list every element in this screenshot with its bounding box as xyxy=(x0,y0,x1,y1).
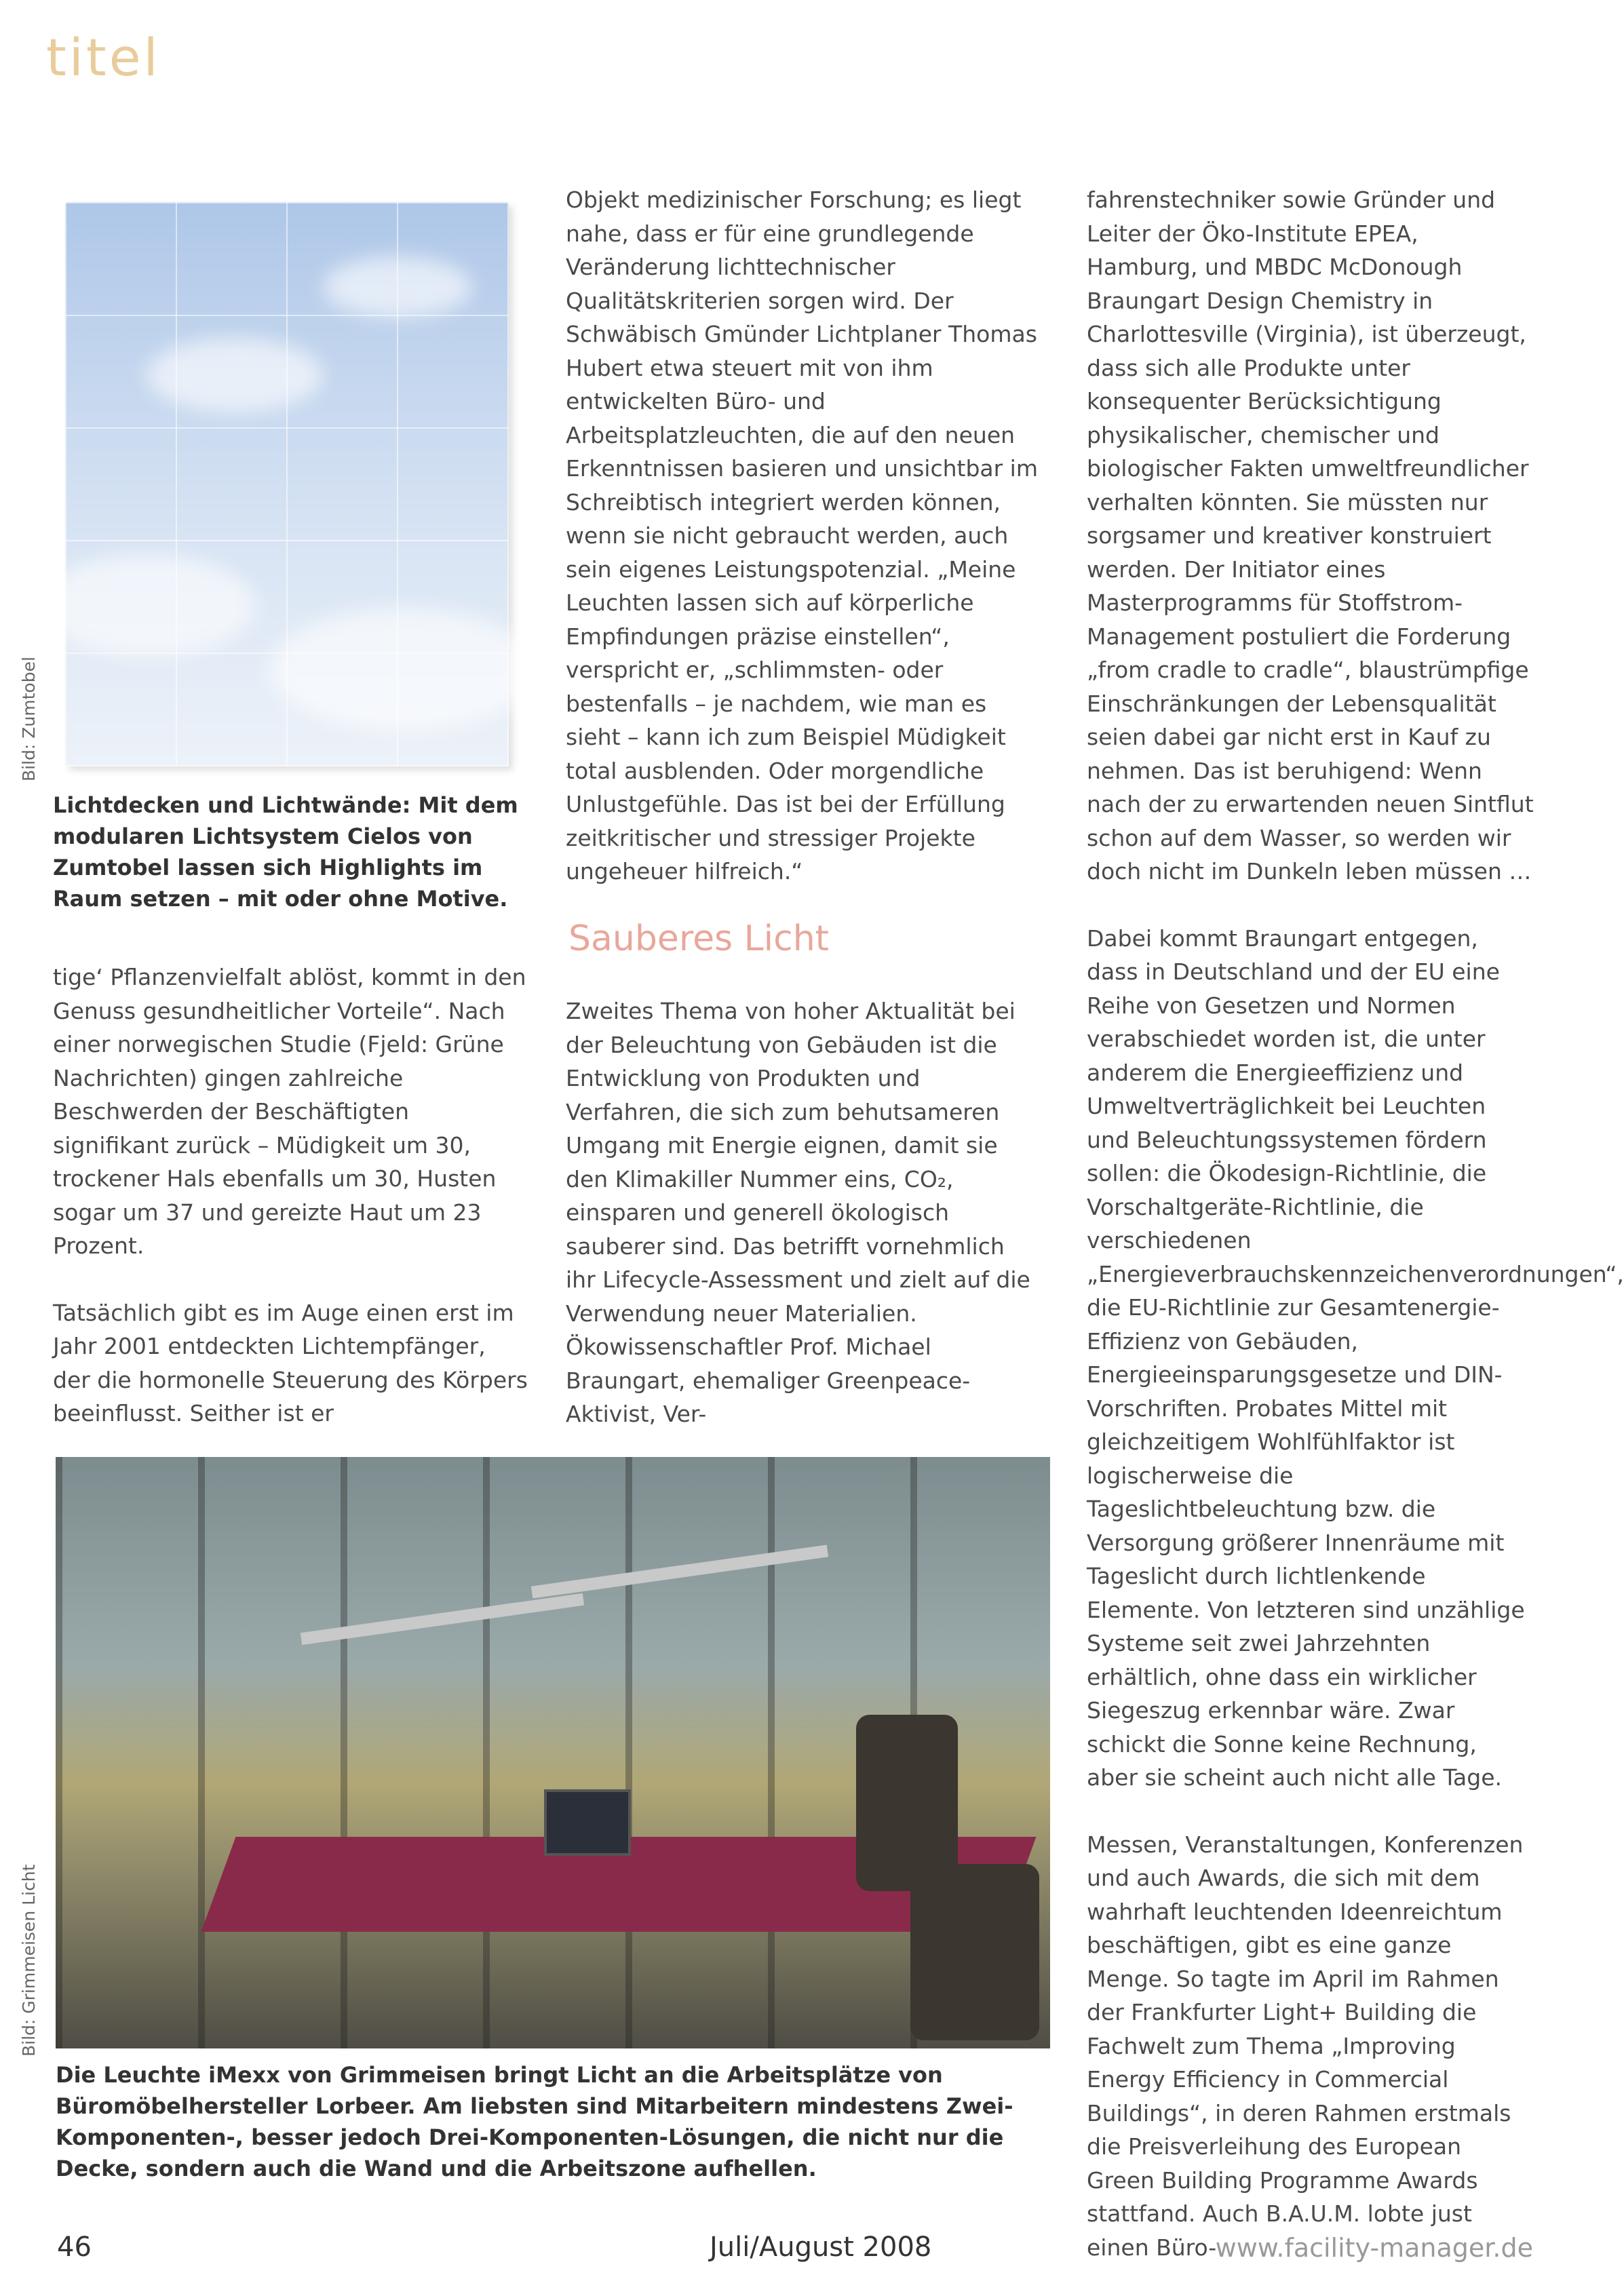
bottom-image-credit: Bild: Grimmeisen Licht xyxy=(19,1864,39,2057)
bottom-image-caption: Die Leuchte iMexx von Grimmeisen bringt Licht an die Arbeitsplätze von Büromöbelhersteller Lorbeer. Am liebsten sind Mitarbeitern mindestens Zwei-Komponenten-, besser jedoch Drei-Komponenten-Lösungen, die nicht nur die Decke, sondern auch die Wand und die Arbeitszone aufhellen. xyxy=(56,2062,1013,2181)
article-column-1 xyxy=(53,960,528,1431)
section-tag: titel xyxy=(46,27,161,88)
article-column-2b xyxy=(566,994,1041,1431)
top-image-caption: Lichtdecken und Lichtwände: Mit dem modularen Lichtsystem Cielos von Zumtobel lassen sich Highlights im Raum setzen – mit oder ohne Motive. xyxy=(53,792,518,912)
top-image-credit: Bild: Zumtobel xyxy=(19,657,39,781)
col1-paragraph-2: Tatsächlich gibt es im Auge einen erst im Jahr 2001 entdeckten Lichtempfänger, der die hormonelle Steuerung des Körpers beeinflusst. Seither ist er xyxy=(53,1299,528,1426)
office-photo xyxy=(56,1457,1050,2048)
col3-paragraph-2: Dabei kommt Braungart entgegen, dass in Deutschland und der EU eine Reihe von Gesetzen und Normen verabschiedet worden ist, die unter anderem die Energieeffizienz und Umweltverträglichkeit bei Leuchten und Beleuchtungssystemen fördern sollen: die Ökodesign-Richtlinie, die Vorschaltgeräte-Richtlinie, die verschiedenen „Energieverbrauchskennzeichenverordnungen“, die EU-Richtlinie zur Gesamtenergie-Effizienz von Gebäuden, Energieeinsparungsgesetze und DIN-Vorschriften. Probates Mittel mit gleichzeitigem Wohlfühlfaktor ist logischerweise die Tageslichtbeleuchtung bzw. die Versorgung größerer Innenräume mit Tageslicht durch lichtlenkende Elemente. Von letzteren sind unzählige Systeme seit zwei Jahrzehnten erhältlich, ohne dass ein wirklicher Siegeszug erkennbar wäre. Zwar schickt die Sonne keine Rechnung, aber sie scheint auch nicht alle Tage. xyxy=(1087,925,1624,1791)
page-number: 46 xyxy=(57,2232,92,2263)
article-column-2a xyxy=(566,183,1041,889)
laptop xyxy=(544,1789,631,1856)
footer-url: www.facility-manager.de xyxy=(1215,2233,1533,2263)
issue-date: Juli/August 2008 xyxy=(710,2232,932,2263)
col3-paragraph-1: fahrenstechniker sowie Gründer und Leiter der Öko-Institute EPEA, Hamburg, und MBDC McDonough Braungart Design Chemistry in Charlottesville (Virginia), ist überzeugt, dass sich alle Produkte unter konsequenter Berücksichtigung physikalischer, chemischer und biologischer Fakten umweltfreundlicher verhalten könnten. Sie müssten nur sorgsamer und kreativer konstruiert werden. Der Initiator eines Masterprogramms für Stoffstrom-Management postuliert die Forderung „from cradle to cradle“, blaustrümpfige Einschränkungen der Lebensqualität seien dabei gar nicht erst in Kauf zu nehmen. Das ist beruhigend: Wenn nach der zu erwartenden neuen Sintflut schon auf dem Wasser, so werden wir doch nicht im Dunkeln leben müssen … xyxy=(1087,187,1534,884)
col2-paragraph-1: Objekt medizinischer Forschung; es liegt nahe, dass er für eine grundlegende Veränderung lichttechnischer Qualitätskriterien sorgen wird. Der Schwäbisch Gmünder Lichtplaner Thomas Hubert etwa steuert mit von ihm entwickelten Büro- und Arbeitsplatzleuchten, die auf den neuen Erkenntnissen basieren und unsichtbar im Schreibtisch integriert werden können, wenn sie nicht gebraucht werden, auch sein eigenes Leistungspotenzial. „Meine Leuchten lassen sich auf körperliche Empfindungen präzise einstellen“, verspricht er, „schlimmsten- oder bestenfalls – je nachdem, wie man es sieht – kann ich zum Beispiel Müdigkeit total ausblenden. Oder morgendliche Unlustgefühle. Das ist bei der Erfüllung zeitkritischer und stressiger Projekte ungeheuer hilfreich.“ xyxy=(566,187,1038,884)
article-column-3 xyxy=(1087,183,1624,2264)
col2-paragraph-2: Zweites Thema von hoher Aktualität bei der Beleuchtung von Gebäuden ist die Entwicklung von Produkten und Verfahren, die sich zum behutsameren Umgang mit Energie eignen, damit sie den Klimakiller Nummer eins, CO₂, einsparen und generell ökologisch sauberer sind. Das betrifft vornehmlich ihr Lifecycle-Assessment und zielt auf die Verwendung neuer Materialien. Ökowissenschaftler Prof. Michael Braungart, ehemaliger Greenpeace-Aktivist, Ver- xyxy=(566,998,1030,1427)
col1-paragraph-1: tige‘ Pflanzenvielfalt ablöst, kommt in den Genuss gesundheitlicher Vorteile“. Nach einer norwegischen Studie (Fjeld: Grüne Nachrichten) gingen zahlreiche Beschwerden der Beschäftigten signifikant zurück – Müdigkeit um 30, trockener Hals ebenfalls um 30, Husten sogar um 37 und gereizte Haut um 23 Prozent. xyxy=(53,964,526,1259)
office-chair xyxy=(910,1864,1039,2040)
col3-paragraph-3: Messen, Veranstaltungen, Konferenzen und auch Awards, die sich mit dem wahrhaft leuchtenden Ideenreichtum beschäftigen, gibt es eine ganze Menge. So tagte im April im Rahmen der Frankfurter Light+ Building die Fachwelt zum Thema „Improving Energy Efficiency in Commercial Buildings“, in deren Rahmen erstmals die Preisverleihung des European Green Building Programme Awards stattfand. Auch B.A.U.M. lobte just einen Büro- xyxy=(1087,1831,1524,2261)
subheading-sauberes-licht: Sauberes Licht xyxy=(568,918,830,959)
light-ceiling-image xyxy=(65,202,509,766)
